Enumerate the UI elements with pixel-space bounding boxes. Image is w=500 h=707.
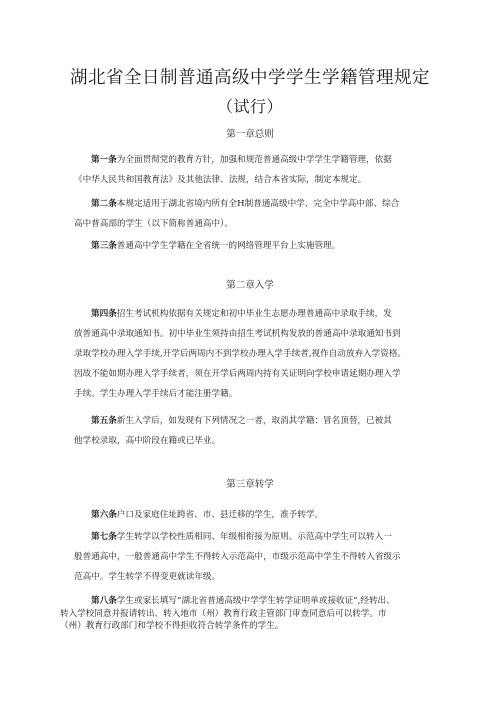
chapter-heading: 第一章总则 — [226, 129, 274, 140]
article-5 — [74, 411, 434, 451]
article-label: 第三条 — [91, 241, 117, 251]
article-text: 普通高中学生学籍在全省统一的网络管理平台上实施管理。 — [116, 241, 341, 251]
article-8 — [60, 595, 440, 633]
article-label: 第八条 — [91, 596, 117, 606]
document-title: 湖北省全日制普通高级中学学生学籍管理规定 — [70, 68, 430, 88]
article-line: 高中普高部的学生（以下简称普通高中）。 — [74, 219, 233, 229]
article-label: 第五条 — [91, 416, 117, 426]
article-text: 户口及家庭住址跨省、市、县迁移的学生，准予转学。 — [116, 510, 324, 520]
article-label: 第二条 — [91, 199, 117, 209]
article-2 — [74, 194, 434, 234]
article-6 — [74, 505, 434, 525]
article-text: 为全面贯彻党的教育方针，加强和规范普通高级中学学生学籍管理，依据 — [116, 155, 392, 165]
article-line — [74, 236, 434, 256]
article-line — [74, 150, 434, 170]
article-line — [60, 595, 440, 608]
article-7 — [74, 527, 434, 587]
article-line — [74, 304, 434, 324]
article-text: 新生入学后，如发现有下列情况之一者，取消其学籍：冒名顶替，已被其 — [116, 416, 392, 426]
article-text: 学生或家长填写“湖北省普通高级中学学生转学证明单或接收证”,经转出、 — [116, 596, 395, 606]
article-line: 般普通高中，一般普通高中学生不得转入示范高中，市级示范高中学生不得转入省级示 — [74, 552, 401, 562]
article-line — [74, 194, 434, 214]
article-text: 招生考试机构依据有关规定和初中毕业生志愿办理普通高中录取手续，发 — [116, 309, 392, 319]
article-line: 放普通高中录取通知书。初中毕业生须持由招生考试机构发放的普通高中录取通知书到 — [74, 329, 401, 339]
document-subtitle: （试行） — [216, 97, 283, 116]
chapter-heading: 第三章转学 — [226, 479, 274, 490]
article-line — [74, 527, 434, 547]
article-1 — [74, 150, 434, 190]
article-text: 本规定适用于湖北省境内所有全H制普通高级中学、完全中学高中部、综合 — [116, 199, 400, 209]
article-line: （州）教育行政部门和学校不得拒收符合转学条件的学生。 — [60, 621, 284, 631]
article-line — [74, 411, 434, 431]
article-line: 手续。学生办理入学手续后才能注册学籍。 — [74, 389, 238, 399]
article-line: 范高中。学生转学不得变更就读年级。 — [74, 572, 221, 582]
article-label: 第四条 — [91, 309, 117, 319]
article-line: 因故不能如期办理入学手续者，须在开学后两周内持有关证明向学校申请延期办理入学 — [74, 369, 401, 379]
article-line: 转入学校同意并报请转出、转入地市（州）教育行政主管部门审查同意后可以转学。市 — [60, 608, 387, 619]
article-text: 学生转学以学校性质相同、年级相衔接为原则。示范高中学生可以转入一 — [116, 532, 392, 542]
article-label: 第六条 — [91, 510, 117, 520]
chapter-heading: 第二章入学 — [226, 280, 274, 291]
article-4 — [74, 304, 434, 404]
article-label: 第一条 — [91, 155, 117, 165]
article-label: 第七条 — [91, 532, 117, 542]
article-line: 《中华人民共和国教育法》及其他法律、法规，结合本省实际，制定本规定。 — [74, 175, 367, 185]
article-3 — [74, 236, 434, 256]
article-line: 录取学校办理入学手续,开学后两周内不到学校办理入学手续者,视作自动放弃入学资格。 — [74, 349, 407, 359]
article-line — [74, 505, 434, 525]
article-line: 他学校录取，高中阶段在籍或已毕业。 — [74, 436, 221, 446]
